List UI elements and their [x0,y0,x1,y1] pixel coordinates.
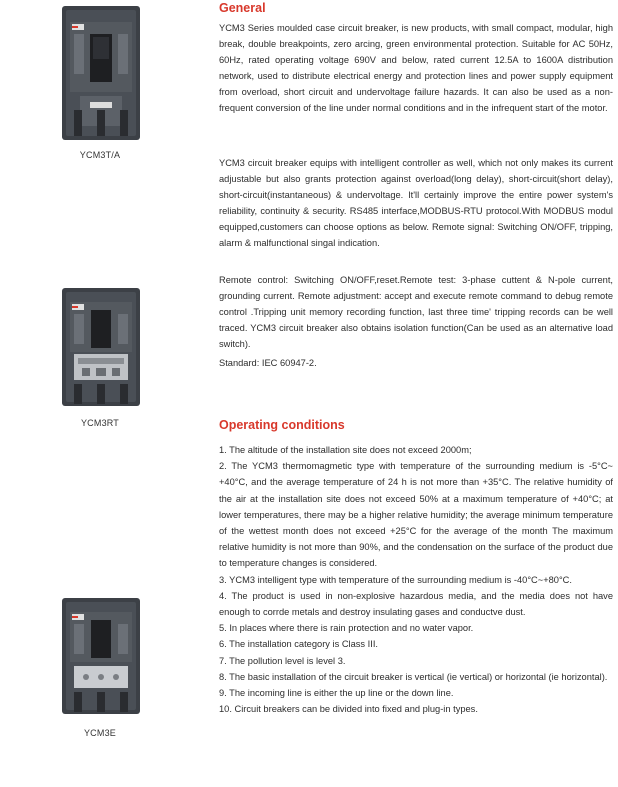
breaker-ycm3ta-image [60,4,142,142]
list-item: 5. In places where there is rain protection and no water vapor. [219,623,474,634]
list-item: 4. The product is used in non-explosive hazardous media, and the media does not have enough to corrde metals and destroy insulating gases and conductve dust. [219,590,613,618]
product-caption: YCM3E [83,728,116,738]
product-caption: YCM3RT [80,418,120,428]
list-item: 7. The pollution level is level 3. [219,655,346,666]
general-paragraph-1: YCM3 Series moulded case circuit breaker, is new products, with small compact, modular, high break, double breakpoints, zero arcing, green environmental protection. Suitable for AC 50Hz, 60Hz, rated operating voltage 690V and below, rated current 12.5A to 1600A distribution network, used to distribute electrical energy and protection lines and power supply equipment from overload, short circuit and undervoltage failure hazards. It can also be used as a non-frequent conversion of the line under normal conditions and in the infrequent start of the motor. [219,23,613,114]
operating-list [219,442,613,717]
general-paragraph-3: Remote control: Switching ON/OFF,reset.Remote test: 3-phase cuttent & N-pole current, grounding current. Remote adjustment: accept and execute remote command to debug remote control .Tripping unit memory recording function, last three time' tripping records can be well traced. YCM3 circuit breaker also obtains isolation function(Can be used as an alternative load switch). [219,275,613,350]
list-item: 3. YCM3 intelligent type with temperature of the surrounding medium is -40°C~+80°C. [219,574,572,585]
list-item: 9. The incoming line is either the up line or the down line. [219,688,454,699]
list-item: 2. The YCM3 thermomagmetic type with temperature of the surrounding medium is -5°C~ +40°C, and the average temperature of 24 h is not more than +35°C. The relative humidity of the air at the installation site does not exceed 50% at a maximum temperature of +40°C; at lower temperatures, there may be a higher relative humidity; the average minimum temperature of the wettest month does not exceed +25°C for the average of the month The maximum relative humidity is not more than 90%, and the condensation on the surface of the product due to temperature changes is considered. [219,461,613,569]
list-item: 1. The altitude of the installation site does not exceed 2000m; [219,445,472,455]
general-standard: Standard: IEC 60947-2. [219,358,317,368]
breaker-ycm3rt-image [60,286,142,408]
breaker-ycm3e-image [60,596,142,716]
operating-title: Operating conditions [219,418,345,432]
general-title: General [219,1,266,15]
general-paragraph-2: YCM3 circuit breaker equips with intelligent controller as well, which not only makes its current adjustable but also grants protection against overload(long delay), short-circuit(short delay), short-circuit(instantaneous) & undervoltage. It'll certainly improve the entire power system's reliability, continuity & security. RS485 interface,MODBUS-RTU protocol.With MODBUS modul equipped,customers can choose options as below. Remote signal: Switching ON/OFF, tripping, alarm & malfunctional singal indication. [219,158,613,249]
list-item: 6. The installation category is Class III. [219,639,378,650]
list-item: 8. The basic installation of the circuit breaker is vertical (ie vertical) or horizontal (ie horizontal). [219,671,608,682]
product-caption: YCM3T/A [79,150,121,160]
list-item: 10. Circuit breakers can be divided into fixed and plug-in types. [219,704,478,715]
product-column [0,0,200,787]
